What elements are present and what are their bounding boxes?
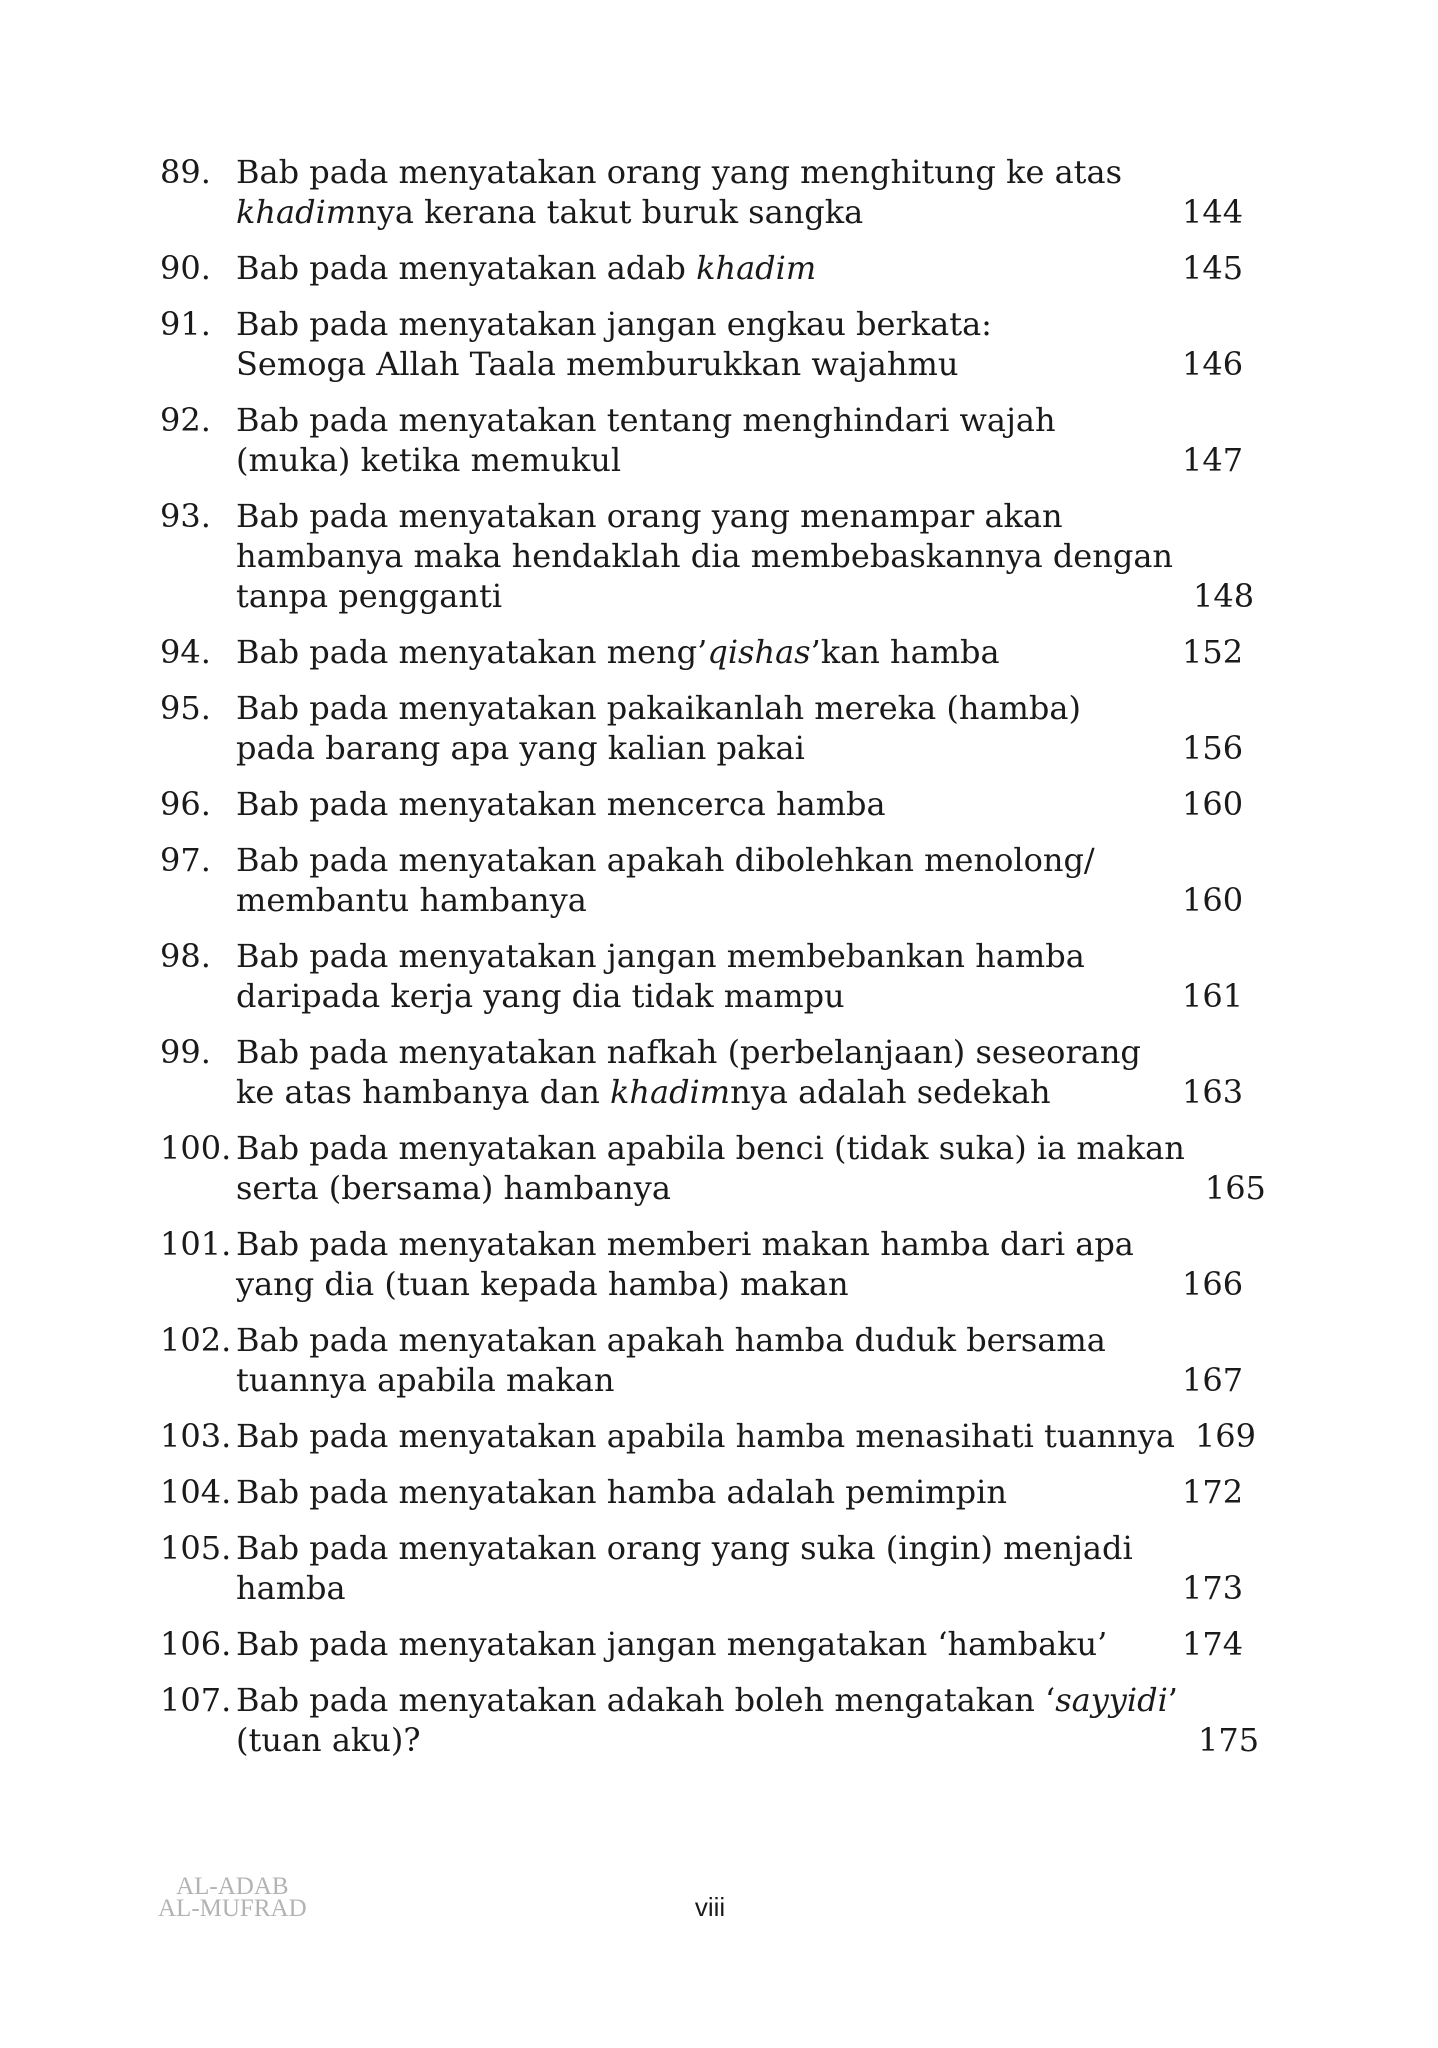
toc-entry-number: 105. [160, 1529, 232, 1567]
toc-entry-title-line: Bab pada menyatakan jangan membebankan hamba [236, 937, 1085, 975]
toc-entry-title [236, 400, 1182, 480]
toc-entry-title-line: Bab pada menyatakan meng’qishas’kan hamba [236, 633, 1000, 671]
toc-entry-title-line: Bab pada menyatakan orang yang suka (ingin) menjadi [236, 1529, 1133, 1567]
toc-entry-page: 174 [1182, 1625, 1244, 1663]
toc-entry[interactable] [160, 840, 1242, 920]
toc-entry[interactable] [160, 632, 1242, 672]
page-number: viii [694, 1892, 726, 1922]
toc-entry[interactable] [160, 1320, 1242, 1400]
toc-entry-title-line: tanpa pengganti [236, 577, 503, 615]
toc-entry-title-line: Bab pada menyatakan apabila hamba menasihati tuannya [236, 1417, 1175, 1455]
toc-entry[interactable] [160, 1472, 1242, 1512]
toc-entry-title-line: yang dia (tuan kepada hamba) makan [236, 1265, 849, 1303]
toc-entry-title-line: Bab pada menyatakan orang yang menghitung ke atas [236, 153, 1122, 191]
toc-entry-page: 166 [1182, 1265, 1244, 1303]
toc-entry-title-line: Bab pada menyatakan adab khadim [236, 249, 817, 287]
toc-entry[interactable] [160, 1680, 1260, 1760]
toc-entry-title [236, 688, 1182, 768]
toc-entry-title [236, 632, 1182, 672]
toc-entry-number: 91. [160, 305, 211, 343]
toc-entry[interactable] [160, 248, 1242, 288]
toc-entry-title-line: pada barang apa yang kalian pakai [236, 729, 805, 767]
toc-entry-title-line: Bab pada menyatakan orang yang menampar akan [236, 497, 1063, 535]
toc-entry-title-line: daripada kerja yang dia tidak mampu [236, 977, 845, 1015]
toc-entry[interactable] [160, 400, 1242, 480]
toc-entry-title-line: Semoga Allah Taala memburukkan wajahmu [236, 345, 959, 383]
toc-entry-title [236, 496, 1193, 616]
toc-entry[interactable] [160, 1128, 1266, 1208]
toc-entry-title-line: Bab pada menyatakan nafkah (perbelanjaan) seseorang [236, 1033, 1141, 1071]
toc-entry[interactable] [160, 1624, 1242, 1664]
toc-entry-page: 169 [1194, 1417, 1256, 1455]
toc-entry-page: 173 [1182, 1569, 1244, 1607]
toc-entry-title-line: Bab pada menyatakan jangan engkau berkata: [236, 305, 992, 343]
toc-entry-page: 175 [1197, 1721, 1260, 1759]
toc-entry-title-line: Bab pada menyatakan tentang menghindari wajah [236, 401, 1056, 439]
toc-entry-number: 99. [160, 1033, 211, 1071]
toc-entry-number: 103. [160, 1417, 232, 1455]
toc-entry-title [236, 1624, 1182, 1664]
toc-entry-title-line: Bab pada menyatakan apakah hamba duduk bersama [236, 1321, 1106, 1359]
toc-entry-number: 92. [160, 401, 211, 439]
toc-entry-title [236, 1680, 1198, 1760]
book-title-watermark [158, 1873, 307, 1922]
toc-entry-page: 145 [1182, 249, 1244, 287]
toc-entry-title [236, 1472, 1182, 1512]
toc-entry-page: 144 [1182, 193, 1244, 231]
toc-entry-number: 102. [160, 1321, 232, 1359]
toc-entry-title-line: Bab pada menyatakan mencerca hamba [236, 785, 886, 823]
toc-entry-title [236, 1320, 1182, 1400]
toc-entry-page: 161 [1182, 977, 1244, 1015]
toc-entry-page: 160 [1182, 881, 1244, 919]
toc-entry-title [236, 248, 1182, 288]
toc-entry-title-line: Bab pada menyatakan apabila benci (tidak suka) ia makan [236, 1129, 1185, 1167]
toc-entry[interactable] [160, 496, 1255, 616]
toc-entry-title [236, 304, 1182, 384]
toc-entry-title-line: khadimnya kerana takut buruk sangka [236, 193, 864, 231]
toc-entry-title-line: Bab pada menyatakan jangan mengatakan ‘hambaku’ [236, 1625, 1108, 1663]
toc-entry-title-line: membantu hambanya [236, 881, 587, 919]
toc-entry-title-line: Bab pada menyatakan hamba adalah pemimpin [236, 1473, 1007, 1511]
toc-entry-page: 146 [1182, 345, 1244, 383]
toc-entry-page: 172 [1182, 1473, 1244, 1511]
toc-entry-page: 163 [1182, 1073, 1244, 1111]
toc-entry-title-line: (tuan aku)? [236, 1721, 421, 1759]
toc-entry-title [236, 152, 1182, 232]
toc-entry-number: 96. [160, 785, 211, 823]
toc-entry-number: 94. [160, 633, 211, 671]
brand-line-1: AL-ADAB [176, 1873, 289, 1900]
toc-entry-title-line: ke atas hambanya dan khadimnya adalah sedekah [236, 1073, 1051, 1111]
toc-entry-page: 148 [1193, 577, 1255, 615]
toc-entry-title-line: hambanya maka hendaklah dia membebaskannya dengan [236, 537, 1174, 575]
toc-entry-number: 89. [160, 153, 211, 191]
table-of-contents [160, 152, 1266, 1776]
toc-entry[interactable] [160, 1416, 1256, 1456]
toc-entry[interactable] [160, 304, 1242, 384]
toc-entry-title-line: (muka) ketika memukul [236, 441, 622, 479]
toc-entry-page: 167 [1182, 1361, 1244, 1399]
toc-entry-page: 165 [1204, 1169, 1266, 1207]
toc-entry-number: 104. [160, 1473, 232, 1511]
toc-entry-title [236, 840, 1182, 920]
toc-entry-title-line: serta (bersama) hambanya [236, 1169, 671, 1207]
toc-entry[interactable] [160, 688, 1242, 768]
toc-entry-page: 160 [1182, 785, 1244, 823]
toc-entry[interactable] [160, 784, 1242, 824]
toc-entry-number: 95. [160, 689, 211, 727]
toc-entry-title-line: Bab pada menyatakan memberi makan hamba dari apa [236, 1225, 1134, 1263]
toc-entry-title-line: tuannya apabila makan [236, 1361, 615, 1399]
toc-entry[interactable] [160, 1224, 1242, 1304]
toc-entry[interactable] [160, 1032, 1242, 1112]
toc-entry-number: 97. [160, 841, 211, 879]
toc-entry-title-line: Bab pada menyatakan apakah dibolehkan menolong/ [236, 841, 1095, 879]
toc-entry-number: 93. [160, 497, 211, 535]
toc-entry-title [236, 1416, 1195, 1456]
toc-entry-title-line: hamba [236, 1569, 346, 1607]
toc-entry-title [236, 1128, 1205, 1208]
toc-entry-number: 100. [160, 1129, 232, 1167]
toc-entry-number: 107. [160, 1681, 232, 1719]
toc-entry-title-line: Bab pada menyatakan pakaikanlah mereka (hamba) [236, 689, 1081, 727]
toc-entry[interactable] [160, 152, 1242, 232]
toc-entry-title-line: Bab pada menyatakan adakah boleh mengatakan ‘sayyidi’ [236, 1681, 1178, 1719]
toc-entry[interactable] [160, 936, 1242, 1016]
toc-entry-page: 152 [1182, 633, 1244, 671]
toc-entry-number: 98. [160, 937, 211, 975]
toc-entry[interactable] [160, 1528, 1242, 1608]
toc-entry-page: 147 [1182, 441, 1244, 479]
toc-entry-title [236, 1528, 1182, 1608]
toc-entry-number: 101. [160, 1225, 232, 1263]
toc-entry-title [236, 1032, 1182, 1112]
toc-entry-title [236, 1224, 1182, 1304]
toc-entry-title [236, 784, 1182, 824]
toc-entry-number: 90. [160, 249, 211, 287]
toc-entry-title [236, 936, 1182, 1016]
toc-entry-page: 156 [1182, 729, 1244, 767]
brand-line-2: AL-MUFRAD [158, 1895, 307, 1922]
toc-entry-number: 106. [160, 1625, 232, 1663]
